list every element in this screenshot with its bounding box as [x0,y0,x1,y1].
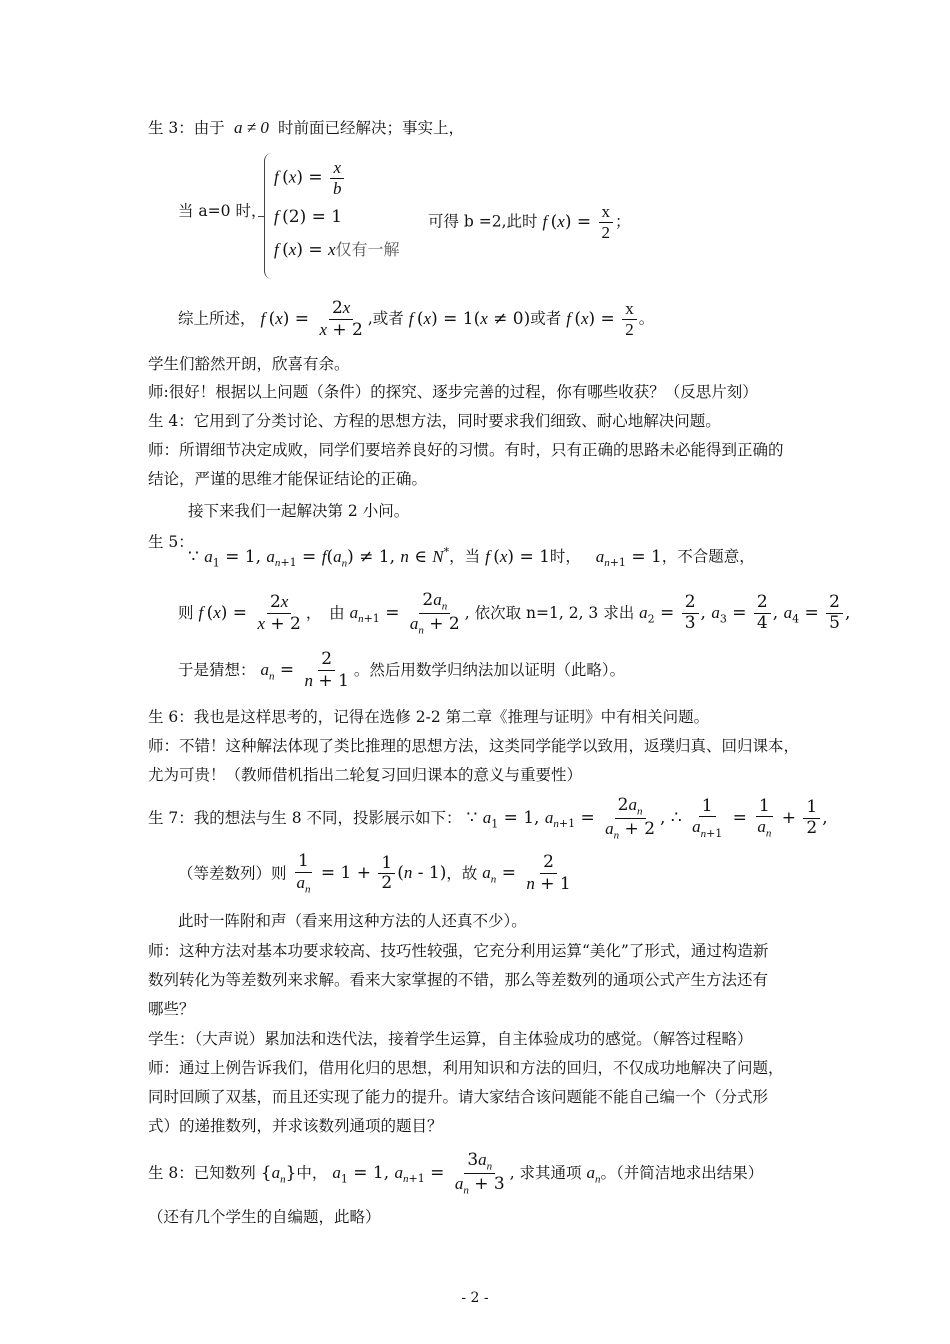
text: （还有几个学生的自编题，此略） [148,1208,381,1226]
text: 数列转化为等差数列来求解。看来大家掌握的不错，那么等差数列的通项公式产生方法还有 [148,971,769,989]
text: 则 [178,604,194,623]
formula: f (x) = $\frac{2x}{x + 2}$ [260,298,363,340]
text: 于是猜想： [178,661,256,680]
text: 生 7：我的想法与生 8 不同，投影展示如下： [148,809,462,828]
formula: $a_n$ = $\frac{2}{n + 1}$ [482,852,571,894]
text: , 求其通项 [509,1164,582,1183]
formula: $a_{n+1} = 1$ [595,546,662,570]
text-line [428,202,631,242]
text: 式）的递推数列，并求该数列通项的题目？ [148,1117,443,1135]
text: ； [615,212,631,231]
formula: f (x) = x仅有一解 [274,240,400,260]
text: 综上所述， [178,309,256,328]
text: 哪些？ [148,1000,195,1018]
text: 或者 [530,309,562,328]
text: 师：不错！这种解法体现了类比推理的思想方法，这类同学能学以致用，返璞归真、回归课本， [148,737,800,755]
text: 当 a=0 时， [178,202,267,220]
text-line [178,590,850,637]
formula: $\frac{1}{a_n}$ = 1 + $\frac{1}{2}$ (n - 1) [296,851,447,895]
text: 师：所谓细节决定成败，同学们要培养良好的习惯。有时，只有正确的思路未必能得到正确的 [148,441,784,459]
formula: $a_n$ = $\frac{2}{n + 1}$ [260,649,349,691]
text: 生 3：由于 [148,119,225,137]
formula: f (2) = 1 [274,207,343,227]
text: ，故 [446,864,478,883]
text-line [178,298,654,340]
text: 生 8：已知数列 [148,1164,256,1183]
text: 可得 b =2,此时 [428,212,538,231]
text: 时前面已经解决；事实上， [278,119,465,137]
text: ， 由 [305,604,345,623]
text: 师:很好！根据以上问题（条件）的探究、逐步完善的过程，你有哪些收获？（反思片刻） [148,383,758,401]
text: 尤为可贵！（教师借机指出二轮复习回归课本的意义与重要性） [148,766,583,784]
formula: $a_n$ [586,1163,601,1186]
formula: $a_1 = 1$, $a_{n+1}$ = $\frac{3a_n}{a_n + 3}$ [332,1150,505,1197]
text: ，不合题意， [661,547,755,566]
formula: f (x) = $\frac{x}{2}$ [543,212,616,232]
text: 。然后用数学归纳法加以证明（此略）。 [353,661,626,680]
text: 结论，严谨的思维才能保证结论的正确。 [148,470,428,488]
text: 接下来我们一起解决第 2 小问。 [188,502,410,520]
text-line [148,795,828,842]
page-number: - 2 - [461,1290,489,1306]
text-line [178,650,625,691]
text: 学生：（大声说）累加法和迭代法，接着学生运算，自主体验成功的感觉。（解答过程略） [148,1030,753,1048]
formula: a ≠ 0 [229,118,274,137]
text: 。（并简洁地求出结果） [600,1164,764,1183]
text-line [178,852,576,896]
formula: f (x) = $\frac{2x}{x + 2}$ [198,592,301,635]
formula: $\{a_n\}$ [260,1163,297,1186]
formula: ∵ $a_1 = 1$, $a_{n+1}$ = $\frac{2a_n}{a_n + 2}$ , ∴ $\frac{1}{a_{n+1}}$ = $\frac{1}{a_n}$ + $\frac{1}{2}$ , [466,795,828,842]
formula: ∵ $a_1 = 1$, $a_{n+1} = f(a_n) \ne 1$, n ∈ N* [188,545,450,570]
text: 。 [638,309,655,328]
text: ,或者 [367,309,404,328]
formula: $a_{n+1}$ = $\frac{2a_n}{a_n + 2}$ [349,590,460,637]
text: 生 4：它用到了分类讨论、方程的思想方法，同时要求我们细致、耐心地解决问题。 [148,412,721,430]
text: 生 6：我也是这样思考的，记得在选修 2-2 第二章《推理与证明》中有相关问题。 [148,708,710,726]
formula: $a_2$ = $\frac{2}{3}$ , $a_3$ = $\frac{2}{4}$ , $a_4$ = $\frac{2}{5}$ , [639,592,851,634]
text: 师：通过上例告诉我们，借用化归的思想，利用知识和方法的回归，不仅成功地解决了问题， [148,1059,784,1077]
text: 师：这种方法对基本功要求较高、技巧性较强，它充分利用运算“美化”了形式，通过构造新 [148,942,769,960]
text-line [148,1150,763,1197]
formula: f (x) = $\frac{x}{b}$ [274,158,347,198]
text: 此时一阵附和声（看来用这种方法的人还真不少）。 [178,912,527,930]
text: 同时回顾了双基，而且还实现了能力的提升。请大家结合该问题能不能自己编一个（分式形 [148,1088,769,1106]
text-line [188,545,755,570]
text: （等差数列）则 [178,864,287,883]
text-line [148,118,464,138]
text: 时， [549,547,581,566]
formula: f (x) = $\frac{x}{2}$ [566,309,639,329]
text: ，当 [449,547,481,566]
formula: f (x) = 1(x ≠ 0) [408,308,531,329]
text: , 依次取 n=1, 2, 3 求出 [464,604,635,623]
formula: f (x) = 1 [485,546,550,567]
text: 生 5： [148,533,194,551]
text: 中， [296,1164,328,1183]
text: 学生们豁然开朗，欣喜有余。 [148,355,350,373]
